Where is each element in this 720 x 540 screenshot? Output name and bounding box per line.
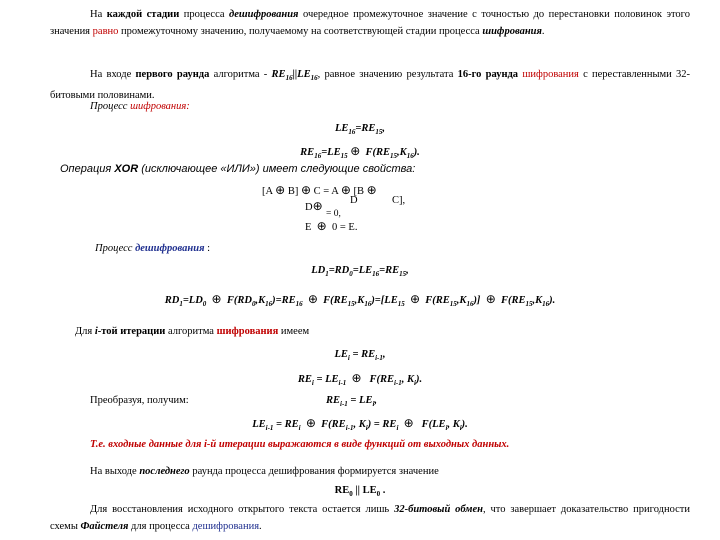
- equation-rei: $RE_i = LE_{i-1}$ ⊕ $F(RE_{i-1}$, $K_i$).: [297, 371, 423, 388]
- xor-icon: ⊕: [275, 183, 286, 197]
- xor-property-zero: E ⊕ 0 = E.: [305, 219, 358, 233]
- xor-property-self: D⊕: [305, 199, 323, 213]
- process-encryption-label: Процесс шифрования:: [90, 101, 190, 112]
- equation-ld1: $LD_1=RD_0=LE_{16}=RE_{15}$,: [311, 265, 409, 279]
- xor-icon: ⊕: [312, 199, 323, 213]
- last-round-text: На выходе последнего раунда процесса дешифрования формируется значение: [90, 466, 439, 477]
- xor-icon: ⊕: [211, 292, 222, 306]
- xor-icon: ⊕: [403, 416, 414, 430]
- process-decryption-label: Процесс дешифрования :: [95, 243, 211, 254]
- transform-label: Преобразуя, получим:: [90, 395, 189, 406]
- paragraph-stages: На каждой стадии процесса дешифрования очередное промежуточное значение с точностью до перестановки половинок этого значения равно промежуточному значению, получаемому на соответствующей стадии процесса шифрования.: [50, 9, 690, 37]
- xor-icon: ⊕: [485, 292, 496, 306]
- equation-rei-1: $RE_{i-1} = LE_i$,: [326, 395, 378, 409]
- xor-icon: ⊕: [340, 183, 351, 197]
- xor-icon: ⊕: [307, 292, 318, 306]
- xor-icon: ⊕: [300, 183, 311, 197]
- xor-properties-heading: Операция XOR (исключающее «ИЛИ») имеет следующие свойства:: [60, 163, 416, 175]
- result-value: $RE_0$ || $LE_0$ .: [334, 485, 386, 499]
- xor-icon: ⊕: [350, 144, 361, 158]
- equation-lei-1: $LE_{i-1} = RE_i$ ⊕ $F(RE_{i-1}$, $K_i) = RE_i$ ⊕ $F(LE_i$, $K_i$).: [252, 416, 468, 433]
- paragraph-first-round: На входе первого раунда алгоритма - $RE_{16}||LE_{16}$, равное значению результата 16-го раунда шифрования с переставленными 32-битовыми половинами.: [50, 69, 691, 102]
- xor-icon: ⊕: [351, 371, 362, 385]
- equation-re16: $RE_{16}=LE_{15}$ ⊕ $F(RE_{15},K_{16})$.: [300, 144, 420, 161]
- xor-property-self-result: = 0,: [326, 209, 341, 219]
- conclusion-text: Т.е. входные данные для i-й итерации выражаются в виде функций от выходных данных.: [90, 439, 510, 450]
- xor-property-self-d: D: [350, 195, 358, 206]
- equation-rd1: $RD_1=LD_0$ ⊕ $F(RD_0,K_{16})=RE_{16}$ ⊕ $F(RE_{15},K_{16})=[LE_{15}$ ⊕ $F(RE_{15},K_{16})$] ⊕ $F(RE_{15},K_{16})$.: [164, 292, 556, 309]
- xor-icon: ⊕: [305, 416, 316, 430]
- xor-icon: ⊕: [409, 292, 421, 306]
- iteration-intro: Для i-той итерации алгоритма шифрования имеем: [75, 326, 310, 337]
- xor-icon: ⊕: [316, 219, 327, 233]
- equation-le16: $LE_{16}=RE_{15}$,: [334, 123, 386, 137]
- xor-icon: ⊕: [366, 183, 377, 197]
- final-paragraph: Для восстановления исходного открытого текста остается лишь 32-битовый обмен, что завершает доказательство пригодности схемы Файстеля для процесса дешифрования.: [50, 504, 690, 532]
- xor-property-associativity-tail: C],: [392, 195, 406, 206]
- xor-property-associativity: [A ⊕ B] ⊕ C = A ⊕ [B ⊕: [262, 183, 377, 197]
- equation-lei: $LE_i = RE_{i-1}$,: [334, 349, 386, 363]
